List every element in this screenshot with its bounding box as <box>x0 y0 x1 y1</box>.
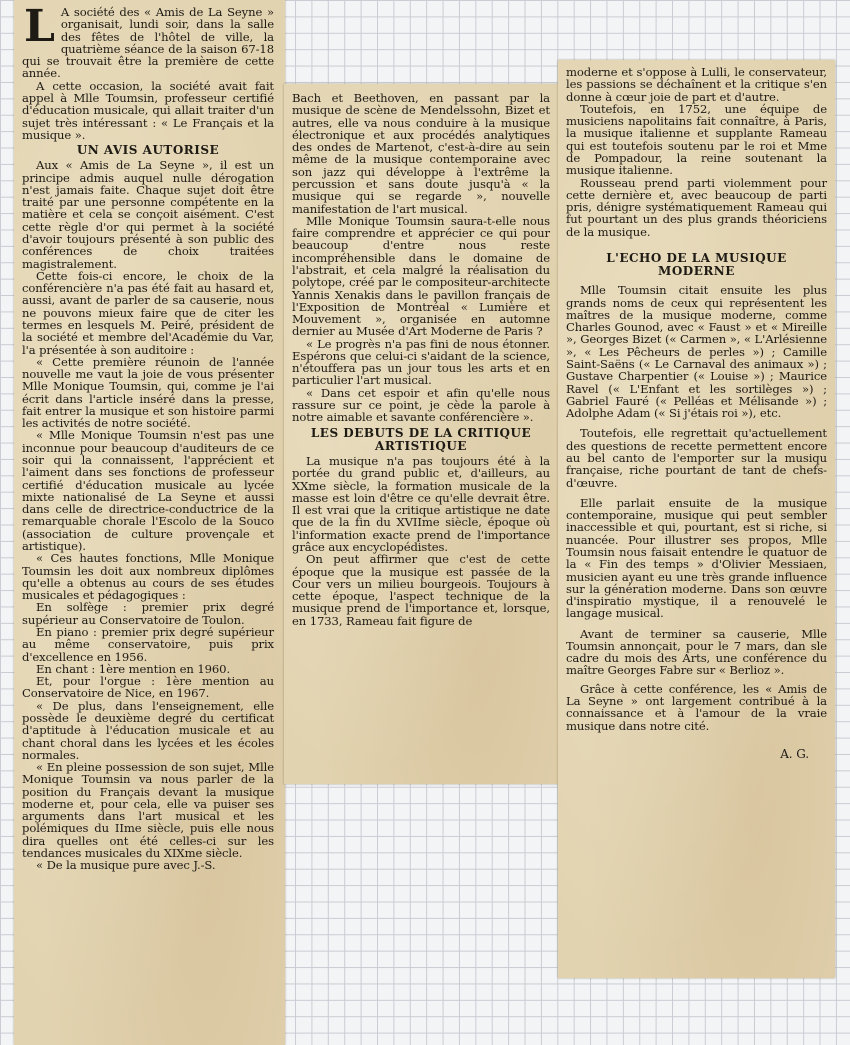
paragraph: Toutefois, elle regrettait qu'actuellement des questions de recette permettent encore au bel canto de l'emporter sur la musiqu française, riche pourtant de tant de chefs-d'œuvre. <box>566 426 827 490</box>
paragraph: Elle parlait ensuite de la musique contemporaine, musique qui peut sembler inaccessible et qui, pourtant, est si riche, si nuancée. Pour illustrer ses propos, Mlle Toumsin nous faisait entendre le quatuor de la « Fin des temps » d'Olivier Messiaen, musicien ayant eu une très grande influence sur la génération moderne. Dans son œuvre d'inspiratio mystique, il a renouvelé le langage musical. <box>566 495 827 621</box>
paragraph: « Le progrès n'a pas fini de nous étonner. Espérons que celui-ci s'aidant de la science, n'étouffera pas un jour tous les arts et en particulier l'art musical. <box>292 336 550 388</box>
article-column-1 <box>22 1 274 873</box>
paragraph: A cette occasion, la société avait fait appel à Mlle Toumsin, professeur certifié d'éducation musicale, qui allait traiter d'un sujet très intéressant : « Le Français et la musique ». <box>22 78 274 142</box>
section-heading-critique: LES DEBUTS DE LA CRITIQUE ARTISTIQUE <box>310 425 532 453</box>
paragraph: « Dans cet espoir et afin qu'elle nous rassure sur ce point, je cède la parole à notre aimable et savante conférencière ». <box>292 385 550 425</box>
paragraph: Mlle Toumsin citait ensuite les plus grands noms de ceux qui représentent les maîtres de la musique moderne, comme Charles Gounod, avec « Faust » et « Mireille », Georges Bizet (« Carmen », « L'Arlésienne », « Les Pêcheurs de perles ») ; Camille Saint-Saëns (« Le Carnaval des animaux ») ; Gustave Charpentier (« Louise ») ; Maurice Ravel (« L'Enfant et les sortilèges ») ; Gabriel Fauré (« Pelléas et Mélisande ») ; Adolphe Adam (« Si j'étais roi »), etc. <box>566 283 827 421</box>
article-column-3 <box>566 66 827 761</box>
section-heading-echo: L'ECHO DE LA MUSIQUE MODERNE <box>606 250 787 279</box>
article-column-2 <box>292 92 550 627</box>
paragraph: Rousseau prend parti violemment pour cette dernière et, avec beaucoup de parti pris, dénigre systématiquement Rameau qui fut pourtant un des plus grands théoriciens de la musique. <box>566 175 827 239</box>
paragraph: « Ces hautes fonctions, Mlle Monique Toumsin les doit aux nombreux diplômes qu'elle a obtenus au cours de ses études musicales et pédagogiques : <box>22 551 274 603</box>
paragraph: Et, pour l'orgue : 1ère mention au Conservatoire de Nice, en 1967. <box>22 674 274 701</box>
paragraph: Avant de terminer sa causerie, Mlle Toumsin annonçait, pour le 7 mars, dan sle cadre du mois des Arts, une conférence du maître Georges Fabre sur « Berlioz ». <box>566 626 827 678</box>
paragraph: Cette fois-ci encore, le choix de la conférencière n'a pas été fait au hasard et, aussi, avant de parler de sa causerie, nous ne pouvons mieux faire que de citer les termes en lesquels M. Peiré, président de la société et membre del'Académie du Var, l'a présentée à son auditoire : <box>22 268 274 357</box>
drop-cap: L <box>24 1 55 52</box>
section-heading-avis: UN AVIS AUTORISE <box>76 143 220 158</box>
paragraph: « En pleine possession de son sujet, Mlle Monique Toumsin va nous parler de la position du Français devant la musique moderne et, pour cela, elle va puiser ses arguments dans l'art musical et les polémiques du IIme siècle, puis elle nous dira quelles ont été celles-ci sur les tendances musicales du XIXme siècle. <box>22 760 274 861</box>
paragraph: On peut affirmer que c'est de cette époque que la musique est passée de la Cour vers un milieu bourgeois. Toujours à cette époque, l'aspect technique de la musique prend de l'importance et, lorsque, en 1733, Rameau fait figure de <box>292 552 550 628</box>
paragraph: La musique n'a pas toujours été à la portée du grand public et, d'ailleurs, au XXme siècle, la formation musicale de la masse est loin d'être ce qu'elle devrait être. Il est vrai que la critique artistique ne date que de la fin du XVIIme siècle, époque où l'information exacte prend de l'importance grâce aux encyclopédistes. <box>292 453 550 554</box>
paragraph-intro: L A société des « Amis de La Seyne » organisait, lundi soir, dans la salle des fêtes de l'hôtel de ville, la quatrième séance de la saison 67-18 qui se trouvait être la première de cette année. <box>22 1 274 81</box>
paragraph: « Mlle Monique Toumsin n'est pas une inconnue pour beaucoup d'auditeurs de ce soir qui la connaissent, l'apprécient et l'aiment dans ses fonctions de professeur certifié d'éducation musicale au lycée mixte nationalisé de La Seyne et aussi dans celle de directrice-conductrice de la remarquable chorale l'Escolo de la Souco (association de culture provençale et artistique). <box>22 428 274 553</box>
paragraph: Bach et Beethoven, en passant par la musique de scène de Mendelssohn, Bizet et autres, elle va nous conduire à la musique électronique et aux procédés analytiques des ondes de Martenot, c'est-à-dire au sein même de la musique contemporaine avec son jazz qui développe à l'extrême la percussion et sans doute jusqu'à « la musique qui se regarde », nouvelle manifestation de l'art musical. <box>292 91 550 216</box>
paragraph: En piano : premier prix degré supérieur au même conservatoire, puis prix d'excellence en 1956. <box>22 624 274 664</box>
paragraph: Aux « Amis de La Seyne », il est un principe admis auquel nulle dérogation n'est jamais faite. Chaque sujet doit être traité par une personne compétente en la matière et cela se conçoit aisément. C'est cette règle d'or qui permet à la société d'avoir toujours présenté à son public des conférences de choix traitées magistralement. <box>22 158 274 271</box>
paragraph: « Cette première réunoin de l'année nouvelle me vaut la joie de vous présenter Mlle Monique Toumsin, qui, comme je l'ai écrit dans l'article inséré dans la presse, fait entrer la musique et son histoire parmi les activités de notre société. <box>22 354 274 431</box>
paragraph: Grâce à cette conférence, les « Amis de La Seyne » ont largement contribué à la connaissance et à l'amour de la vraie musique dans notre cité. <box>566 681 827 733</box>
paragraph: En chant : 1ère mention en 1960. <box>36 661 231 676</box>
paragraph: Toutefois, en 1752, une équipe de musiciens napolitains fait connaître, à Paris, la musique italienne et supplante Rameau qui est toutefois soutenu par le roi et Mme de Pompadour, la reine soutenant la musique italienne. <box>566 101 827 178</box>
paragraph: moderne et s'oppose à Lulli, le conservateur, les passions se déchaînent et la critique s'en donne à cœur joie de part et d'autre. <box>566 65 827 104</box>
paragraph: « De plus, dans l'enseignement, elle possède le deuxième degré du certificat d'aptitude à l'éducation musicale et au chant choral dans les lycées et les écoles normales. <box>22 698 274 762</box>
author-signature: A. G. <box>780 746 809 761</box>
paragraph: Mlle Monique Toumsin saura-t-elle nous faire comprendre et apprécier ce qui pour beaucoup d'entre nous reste incompréhensible dans le domaine de l'abstrait, et cela malgré la réalisation du polytope, créé par le compositeur-architecte Yannis Xenakis dans le pavillon français de l'Exposition de Montréal « Lumière et Mouvement », organisée en automne dernier au Musée d'Art Moderne de Paris ? <box>292 213 550 339</box>
paragraph: En solfège : premier prix degré supérieur au Conservatoire de Toulon. <box>22 600 274 627</box>
paragraph: « De la musique pure avec J.-S. <box>36 858 216 873</box>
